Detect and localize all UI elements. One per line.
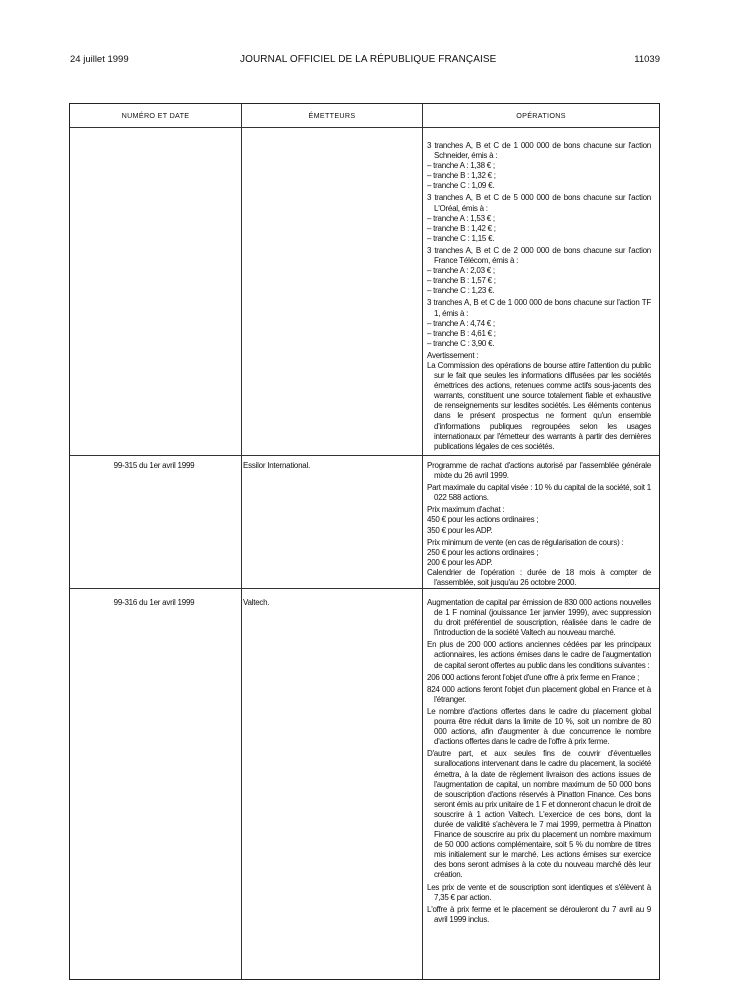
- header-date: 24 juillet 1999: [70, 54, 129, 65]
- operation-paragraph: Programme de rachat d'actions autorisé par l'assemblée générale mixte du 26 avril 1999.: [427, 461, 651, 481]
- page-number: 11039: [634, 54, 660, 65]
- row-operations: [427, 461, 651, 590]
- operation-paragraph: L'offre à prix ferme et le placement se dérouleront du 7 avril au 9 avril 1999 inclus.: [427, 904, 651, 924]
- operation-paragraph: – tranche B : 1,42 € ;: [427, 223, 496, 233]
- operation-paragraph: Calendrier de l'opération : durée de 18 mois à compter de l'assemblée, soit jusqu'au 26 octobre 2000.: [427, 567, 651, 588]
- column-divider: [422, 104, 423, 979]
- operation-paragraph: La Commission des opérations de bourse attire l'attention du public sur le fait que seules les informations diffusées par les sociétés émettrices des actions, retenues comme actifs sous-jacents des warrants, constituent une source totalement fiable et exhaustive de renseignements sur lesdites sociétés. Les éléments contenus dans le présent prospectus ne forment qu'un ensemble d'informations publiques regroupées selon les usages internationaux par l'émetteur des warrants à partir des dernières publications légales de ces sociétés.: [427, 360, 651, 451]
- operation-paragraph: – tranche B : 1,57 € ;: [427, 276, 496, 286]
- operation-paragraph: – tranche C : 3,90 €.: [427, 338, 495, 348]
- operation-paragraph: – tranche A : 1,53 € ;: [427, 213, 495, 223]
- row-emetteur: Valtech.: [243, 598, 270, 607]
- operation-paragraph: 200 € pour les ADP.: [427, 557, 493, 567]
- operation-paragraph: Augmentation de capital par émission de 830 000 actions nouvelles de 1 F nominal (jouissance 1er janvier 1999), avec suppression du droit préférentiel de souscription, réalisée dans le cadre de l'introduction de la société Valtech au nouveau marché.: [427, 598, 651, 638]
- header-rule: [70, 127, 659, 128]
- operation-paragraph: – tranche C : 1,09 €.: [427, 181, 495, 191]
- operation-paragraph: – tranche C : 1,23 €.: [427, 286, 495, 296]
- journal-title: JOURNAL OFFICIEL DE LA RÉPUBLIQUE FRANÇAISE: [240, 54, 497, 65]
- operations-table: [69, 103, 660, 980]
- row-numero: 99-316 du 1er avril 1999: [113, 598, 195, 607]
- operation-paragraph: Prix minimum de vente (en cas de régularisation de cours) :: [427, 537, 624, 547]
- operation-paragraph: 206 000 actions feront l'objet d'une offre à prix ferme en France ;: [427, 672, 640, 682]
- row-emetteur: Essilor International.: [243, 461, 310, 470]
- operation-paragraph: 3 tranches A, B et C de 2 000 000 de bons chacune sur l'action France Télécom, émis à :: [427, 245, 651, 266]
- operation-paragraph: 824 000 actions feront l'objet d'un placement global en France et à l'étranger.: [427, 684, 651, 704]
- operation-paragraph: 350 € pour les ADP.: [427, 525, 493, 535]
- row-operations: [427, 141, 651, 454]
- operation-paragraph: – tranche C : 1,15 €.: [427, 233, 495, 243]
- operation-paragraph: Les prix de vente et de souscription sont identiques et s'élèvent à 7,35 € par action.: [427, 882, 651, 902]
- operation-paragraph: 3 tranches A, B et C de 1 000 000 de bons chacune sur l'action TF 1, émis à :: [427, 298, 651, 318]
- operation-paragraph: D'autre part, et aux seules fins de couvrir d'éventuelles surallocations intervenant dans le cadre du placement, la société émettra, à la date de règlement livraison des actions issues de l'augmentation de capital, un nombre maximum de 50 000 bons de souscription d'actions réservés à Pinatton Finance. Ces bons seront émis au prix unitaire de 1 F et donneront chacun le droit de souscrire à 1 action Valtech. L'exercice de ces bons, dont la durée de validité s'achèvera le 7 mai 1999, permettra à Pinatton Finance de souscrire au prix du placement un nombre maximum de 50 000 actions complémentaire, soit 5 % du nombre de titres mis initialement sur le marché. Les actions émises sur exercice des bons seront admises à la cote du nouveau marché dès leur création.: [427, 749, 651, 880]
- operation-paragraph: – tranche A : 1,38 € ;: [427, 161, 495, 171]
- row-divider: [70, 455, 659, 456]
- operation-paragraph: – tranche B : 1,32 € ;: [427, 171, 496, 181]
- operation-paragraph: – tranche A : 2,03 € ;: [427, 266, 495, 276]
- column-header-numero: NUMÉRO ET DATE: [121, 111, 190, 120]
- operation-paragraph: – tranche A : 4,74 € ;: [427, 318, 495, 328]
- operation-paragraph: – tranche B : 4,61 € ;: [427, 328, 496, 338]
- row-operations: [427, 598, 651, 927]
- operation-paragraph: 3 tranches A, B et C de 5 000 000 de bons chacune sur l'action L'Oréal, émis à :: [427, 193, 651, 213]
- page-header: [70, 54, 660, 70]
- operation-paragraph: Avertissement :: [427, 350, 479, 360]
- operation-paragraph: 450 € pour les actions ordinaires ;: [427, 515, 539, 525]
- operation-paragraph: Le nombre d'actions offertes dans le cadre du placement global pourra être réduit dans la limite de 10 %, soit un nombre de 80 000 actions, afin d'augmenter à due concurrence le nombre d'actions offertes dans le cadre de l'offre à prix ferme.: [427, 706, 651, 747]
- operation-paragraph: En plus de 200 000 actions anciennes cédées par les principaux actionnaires, les actions émises dans le cadre de l'augmentation de capital seront offertes au public dans les conditions suivantes :: [427, 640, 651, 670]
- column-header-operations: OPÉRATIONS: [516, 111, 566, 120]
- column-divider: [241, 104, 242, 979]
- column-header-emetteurs: ÉMETTEURS: [308, 111, 356, 120]
- operation-paragraph: 250 € pour les actions ordinaires ;: [427, 547, 539, 557]
- operation-paragraph: Prix maximum d'achat :: [427, 505, 505, 515]
- row-numero: 99-315 du 1er avril 1999: [113, 461, 195, 470]
- operation-paragraph: 3 tranches A, B et C de 1 000 000 de bons chacune sur l'action Schneider, émis à :: [427, 141, 651, 161]
- operation-paragraph: Part maximale du capital visée : 10 % du capital de la société, soit 1 022 588 actions.: [427, 483, 651, 503]
